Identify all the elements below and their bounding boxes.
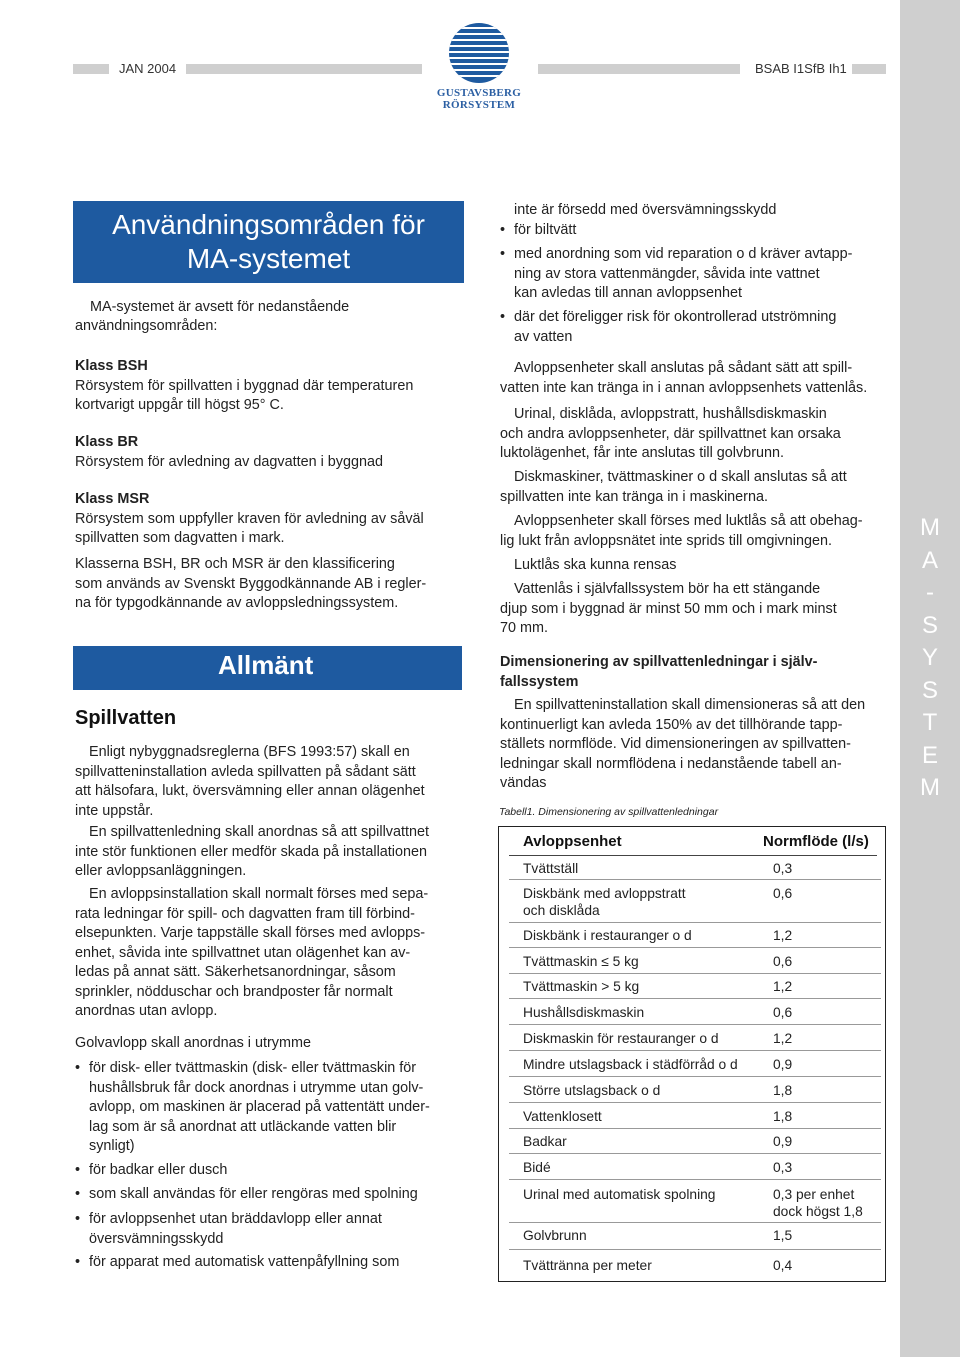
table-cell-unit: Badkar [523, 1134, 567, 1149]
paragraph: En avloppsinstallation skall normalt förses med sepa- rata ledningar för spill- och dagvatten fram till förbind- elsepunkten. Varje tappställe skall förses med avlopps- enhet, såvida inte spillvattnet utan olägenhet kan av- ledas på annat sätt. Säkerhetsanordningar, såsom sprinkler, nödduschar och brandposter får normalt anordnas utan avlopp. [75, 886, 429, 1019]
bullet-item: • för badkar eller dusch [75, 1161, 465, 1181]
table-cell-flow: 0,3 [773, 1160, 793, 1175]
table-cell-flow: 0,9 [773, 1057, 793, 1072]
table-row-divider [509, 1128, 881, 1129]
table-cell-flow: 0,6 [773, 886, 793, 901]
table-row-divider [509, 1050, 881, 1051]
table-cell-unit: Tvättmaskin > 5 kg [523, 979, 640, 994]
logo-wordmark-line2: RÖRSYSTEM [442, 99, 516, 111]
table-cell-flow: 1,5 [773, 1228, 793, 1243]
table-cell-unit: Hushållsdiskmaskin [523, 1005, 645, 1020]
class-msr: Klass MSR Rörsystem som uppfyller kraven för avledning av såväl spillvatten som dagvatten i mark. [75, 491, 424, 546]
sidebar-letter: T [922, 709, 938, 736]
bullet-icon: • [500, 222, 506, 238]
page-title-line2: MA-systemet [186, 243, 351, 274]
bullet-icon: • [500, 246, 506, 262]
sidebar-letter: E [921, 741, 938, 769]
bullet-icon: • [75, 1186, 81, 1202]
table-cell-flow: 1,2 [773, 1031, 793, 1046]
table-row-divider [509, 998, 881, 999]
table-row-divider [509, 879, 881, 880]
paragraph: Avloppsenheter skall anslutas på sådant sätt att spill- vatten inte kan tränga in i annan avloppsenhets vattenlås. [500, 360, 868, 396]
paragraph: Urinal, disklåda, avloppstratt, hushållsdiskmaskin och andra avloppsenheter, där spillvattnet kan orsaka luktolägenhet, får inte anslutas till golvbrunn. [500, 406, 841, 461]
sidebar-letter: M [920, 774, 940, 801]
classification-note: Klasserna BSH, BR och MSR är den klassificering som används av Svenskt Byggodkännande AB i regler- na för typgodkännande av avloppsledningssystem. [75, 556, 427, 611]
header-rule-right [852, 64, 886, 74]
table-cell-flow: 0,3 per enhet dock högst 1,8 [773, 1187, 863, 1219]
table-cell-flow: 0,6 [773, 954, 793, 969]
subsection-title: Spillvatten [75, 707, 177, 729]
table-cell-unit: Bidé [523, 1160, 551, 1175]
table-caption: Tabell1. Dimensionering av spillvattenledningar [499, 806, 719, 818]
table-cell-flow: 0,6 [773, 1005, 793, 1020]
paragraph: Vattenlås i självfallssystem bör ha ett stängande djup som i byggnad är minst 50 mm och i mark minst 70 mm. [500, 581, 837, 636]
table-cell-flow: 0,3 [773, 861, 793, 876]
bullet-item: • för apparat med automatisk vattenpåfyllning som [75, 1253, 465, 1273]
header-rule-left [73, 64, 109, 74]
paragraph: Avloppsenheter skall förses med luktlås så att obehag- lig lukt från avloppsnätet inte sprids till omgivningen. [500, 513, 863, 549]
intro-text: MA-systemet är avsett för nedanstående [90, 299, 350, 315]
paragraph: En spillvatteninstallation skall dimensioneras så att den kontinuerligt kan avleda 150% av det tillhörande tapp- ställets normflöde. Vid dimensioneringen av spillvatten- ledningar skall normflödena i nedanstående tabell an- vändas [500, 697, 866, 791]
table-row-divider [509, 1179, 881, 1180]
sidebar-letter: M [920, 514, 940, 541]
sidebar-letter: S [921, 611, 938, 639]
bullet-icon: • [75, 1211, 81, 1227]
table-cell-unit: Tvättmaskin ≤ 5 kg [523, 954, 639, 969]
globe-logo-icon [448, 22, 510, 84]
class-bsh: Klass BSH Rörsystem för spillvatten i byggnad där temperaturen kortvarigt uppgår till högst 95° C. [75, 358, 414, 413]
class-heading: Klass BR [75, 434, 139, 450]
class-br: Klass BR Rörsystem för avledning av dagvatten i byggnad [75, 434, 383, 470]
table-cell-flow: 0,9 [773, 1134, 793, 1149]
bullet-item: • för avloppsenhet utan bräddavlopp eller annat översvämningsskydd [75, 1211, 382, 1247]
page-title [73, 201, 464, 283]
header-rule [186, 64, 422, 74]
table-cell-unit: Urinal med automatisk spolning [523, 1187, 716, 1202]
class-heading: Klass MSR [75, 491, 150, 507]
table-cell-unit: Vattenklosett [523, 1109, 602, 1124]
continuation-text: inte är försedd med översvämningsskydd [514, 202, 777, 218]
table-row-divider [509, 1153, 881, 1154]
dimension-heading: Dimensionering av spillvattenledningar i själv- fallssystem [500, 654, 818, 690]
table-cell-unit: Tvättställ [523, 861, 579, 876]
table-row-divider [509, 973, 881, 974]
bullet-item: • med anordning som vid reparation o d kräver avtapp- ning av stora vattenmängder, såvida inte vattnet kan avledas till annan avloppsenhet [500, 246, 853, 301]
table-row-divider [509, 1222, 881, 1223]
table-cell-unit: Diskbänk i restauranger o d [523, 928, 692, 943]
paragraph: Enligt nybyggnadsreglerna (BFS 1993:57) skall en spillvatteninstallation avleda spillvatten på sådant sätt att hälsofara, lukt, översvämning eller annan olägenhet inte uppstår. [75, 744, 425, 819]
table-cell-flow: 1,2 [773, 928, 793, 943]
bullet-icon: • [75, 1162, 81, 1178]
page-title-line1: Användningsområden för [112, 209, 425, 240]
header-code: BSAB I1SfB Ih1 [755, 61, 847, 76]
table-row-divider [509, 1076, 881, 1077]
table-cell-flow: 1,2 [773, 979, 793, 994]
table-row-divider [509, 922, 881, 923]
table-header-rule [509, 855, 877, 856]
table-row-divider [509, 1249, 881, 1250]
sidebar-letter: A [921, 546, 938, 574]
table-cell-unit: Golvbrunn [523, 1228, 587, 1243]
sidebar-letter: S [921, 676, 938, 704]
paragraph: Diskmaskiner, tvättmaskiner o d skall anslutas så att spillvatten inte kan tränga in i maskinerna. [500, 469, 847, 505]
table-row-divider [509, 1024, 881, 1025]
flow-table [498, 826, 886, 1282]
header-date: JAN 2004 [119, 61, 177, 76]
table-cell-unit: Diskmaskin för restauranger o d [523, 1031, 719, 1046]
sidebar-vertical-title [900, 512, 960, 805]
table-row-divider [509, 947, 881, 948]
bullet-item: • för biltvätt [500, 221, 890, 241]
bullet-icon: • [500, 309, 506, 325]
sidebar-letter: - [926, 579, 934, 606]
table-cell-flow: 0,4 [773, 1258, 793, 1273]
section-title: Allmänt [218, 650, 314, 680]
floor-drain-intro: Golvavlopp skall anordnas i utrymme [75, 1035, 311, 1051]
table-cell-unit: Diskbänk med avloppstratt och disklåda [523, 886, 686, 918]
table-cell-flow: 1,8 [773, 1083, 793, 1098]
table-cell-unit: Tvättränna per meter [523, 1258, 652, 1273]
paragraph: Luktlås ska kunna rensas [514, 557, 677, 573]
class-heading: Klass BSH [75, 358, 148, 374]
logo-wordmark-line1: GUSTAVSBERG [436, 87, 522, 99]
bullet-item: • där det föreligger risk för okontrollerad utströmning av vatten [500, 309, 837, 345]
table-row-divider [509, 1102, 881, 1103]
bullet-item: • för disk- eller tvättmaskin (disk- eller tvättmaskin för hushållsbruk får dock anordnas i utrymme utan golv- avlopp, om maskinen är placerad på vattentätt under- lag som är så anordnat att utläckande vatten blir synligt) [75, 1060, 430, 1154]
sidebar-letter: Y [921, 644, 938, 671]
header-rule [538, 64, 740, 74]
bullet-item: • som skall användas för eller rengöras med spolning [75, 1185, 465, 1205]
table-header-unit: Avloppsenhet [523, 833, 622, 850]
company-logo [433, 22, 525, 111]
table-cell-unit: Mindre utslagsback i städförråd o d [523, 1057, 738, 1072]
bullet-icon: • [75, 1254, 81, 1270]
table-cell-unit: Större utslagsback o d [523, 1083, 661, 1098]
paragraph: En spillvattenledning skall anordnas så att spillvattnet inte stör funktionen eller medför skada på installationen eller avloppsanläggningen. [75, 824, 429, 879]
bullet-icon: • [75, 1060, 81, 1076]
intro-text-cont: användningsområden: [75, 318, 218, 334]
table-header-flow: Normflöde (l/s) [763, 833, 869, 850]
table-cell-flow: 1,8 [773, 1109, 793, 1124]
